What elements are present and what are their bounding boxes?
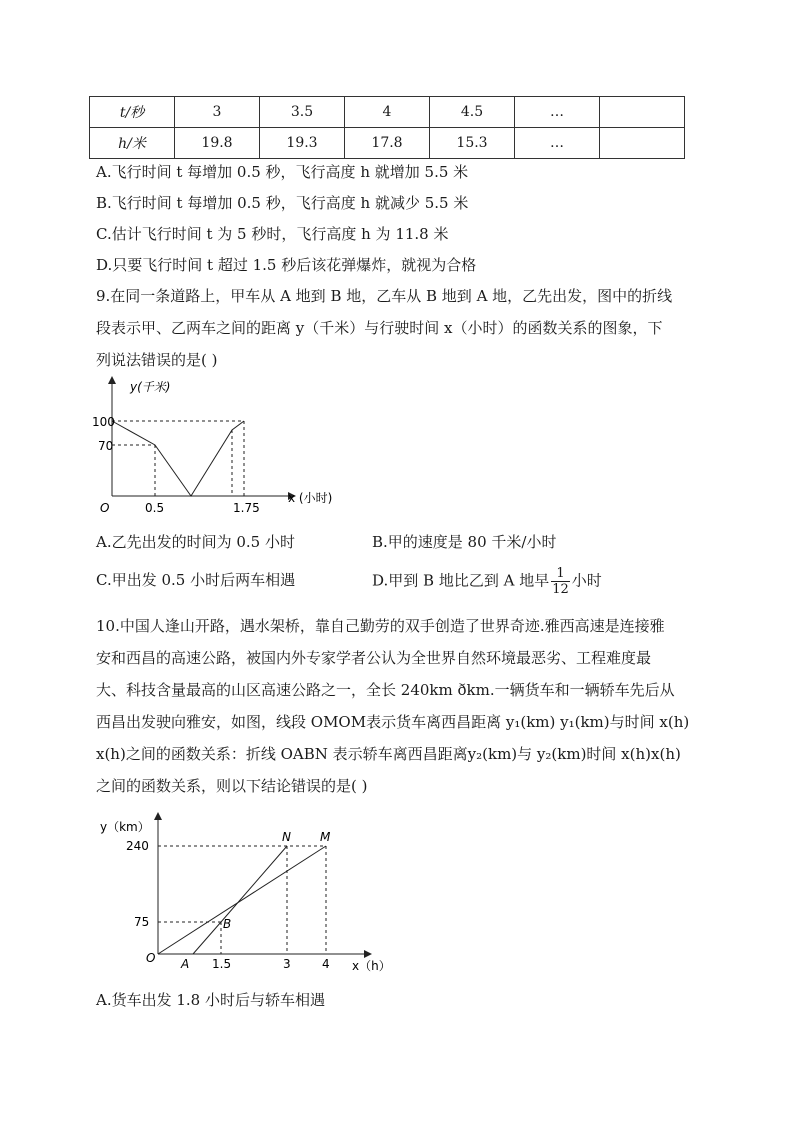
data-table [89, 96, 685, 159]
q10-point-A: A [181, 957, 190, 971]
table-cell [600, 97, 685, 128]
q9-tick-05: 0.5 [145, 501, 165, 515]
table-row-time [90, 97, 685, 128]
q9-option-b: B.甲的速度是 80 千米/小时 [372, 533, 557, 551]
table-row-height [90, 128, 685, 159]
q10-point-M: M [320, 830, 331, 844]
q8-option-b: B.飞行时间 t 每增加 0.5 秒，飞行高度 h 就减少 5.5 米 [96, 194, 469, 212]
table-cell: 19.3 [260, 128, 345, 159]
table-cell: t/秒 [90, 97, 175, 128]
q9-option-a: A.乙先出发的时间为 0.5 小时 [96, 533, 295, 551]
q9-y-arrow [108, 376, 116, 384]
q9-x-label: x (小时) [288, 491, 333, 505]
q10-tick-75: 75 [134, 915, 150, 929]
q10-x-label: x（h） [352, 959, 391, 973]
table-cell: … [515, 128, 600, 159]
q9-y-label: y(千米) [130, 380, 171, 394]
table-cell: h/米 [90, 128, 175, 159]
table-cell: 3.5 [260, 97, 345, 128]
table-cell: 19.8 [175, 128, 260, 159]
q10-stem-line2: 安和西昌的高速公路，被国内外专家学者公认为全世界自然环境最恶劣、工程难度最 [96, 649, 652, 667]
table-cell [600, 128, 685, 159]
q9-option-c: C.甲出发 0.5 小时后两车相遇 [96, 571, 296, 589]
table-cell: 3 [175, 97, 260, 128]
q10-stem-line3: 大、科技含量最高的山区高速公路之一，全长 240km ðkm.一辆货车和一辆轿车先后从 [96, 681, 675, 699]
q9-origin: O [100, 501, 110, 515]
q10-origin: O [146, 951, 156, 965]
q10-distance-graph [94, 810, 404, 980]
fraction-denominator: 12 [552, 582, 569, 597]
q10-y-arrow [154, 812, 162, 820]
table-cell: … [515, 97, 600, 128]
q10-option-a: A.货车出发 1.8 小时后与轿车相遇 [96, 991, 325, 1009]
q10-tick-15: 1.5 [212, 957, 232, 971]
q8-option-a: A.飞行时间 t 每增加 0.5 秒，飞行高度 h 就增加 5.5 米 [96, 163, 469, 181]
q10-stem-line6: 之间的函数关系，则以下结论错误的是( ) [96, 777, 368, 795]
q10-x-arrow [364, 950, 372, 958]
table-cell: 15.3 [430, 128, 515, 159]
q8-option-c: C.估计飞行时间 t 为 5 秒时，飞行高度 h 为 11.8 米 [96, 225, 449, 243]
q10-stem-line4: 西昌出发驶向雅安，如图，线段 OMOM表示货车离西昌距离 y₁(km) y₁(km)与时间 x(h) [96, 713, 690, 731]
q9-option-d-text: D.甲到 B 地比乙到 A 地早 [372, 571, 550, 590]
q10-line-OM [158, 846, 326, 954]
q9-option-d [372, 566, 602, 597]
q10-point-B: B [223, 917, 232, 931]
table-cell: 17.8 [345, 128, 430, 159]
q10-polyline-OABN [193, 846, 287, 954]
q10-tick-3: 3 [283, 957, 291, 971]
q10-point-N: N [282, 830, 291, 844]
table-cell: 4.5 [430, 97, 515, 128]
fraction-numerator: 1 [551, 566, 570, 582]
table-cell: 4 [345, 97, 430, 128]
q9-tick-100: 100 [92, 415, 115, 429]
q9-option-d-unit: 小时 [571, 571, 602, 590]
q10-stem-line1: 10.中国人逢山开路，遇水架桥，靠自己勤劳的双手创造了世界奇迹.雅西高速是连接雅 [96, 617, 665, 635]
q10-stem-line5: x(h)之间的函数关系：折线 OABN 表示轿车离西昌距离y₂(km)与 y₂(km)时间 x(h)x(h) [96, 745, 681, 763]
q8-option-d: D.只要飞行时间 t 超过 1.5 秒后该花弹爆炸，就视为合格 [96, 256, 477, 274]
q10-y-label: y（km） [100, 820, 150, 834]
q9-stem-line3: 列说法错误的是( ) [96, 351, 218, 369]
q10-tick-4: 4 [322, 957, 330, 971]
q9-distance-polyline [112, 421, 244, 496]
q9-tick-70: 70 [98, 439, 114, 453]
fraction [551, 566, 570, 597]
q10-tick-240: 240 [126, 839, 149, 853]
q9-stem-line2: 段表示甲、乙两车之间的距离 y（千米）与行驶时间 x（小时）的函数关系的图象，下 [96, 319, 663, 337]
q9-stem-line1: 9.在同一条道路上，甲车从 A 地到 B 地，乙车从 B 地到 A 地，乙先出发，图中的折线 [96, 287, 673, 305]
q9-distance-graph [90, 372, 350, 522]
q9-tick-175: 1.75 [233, 501, 260, 515]
